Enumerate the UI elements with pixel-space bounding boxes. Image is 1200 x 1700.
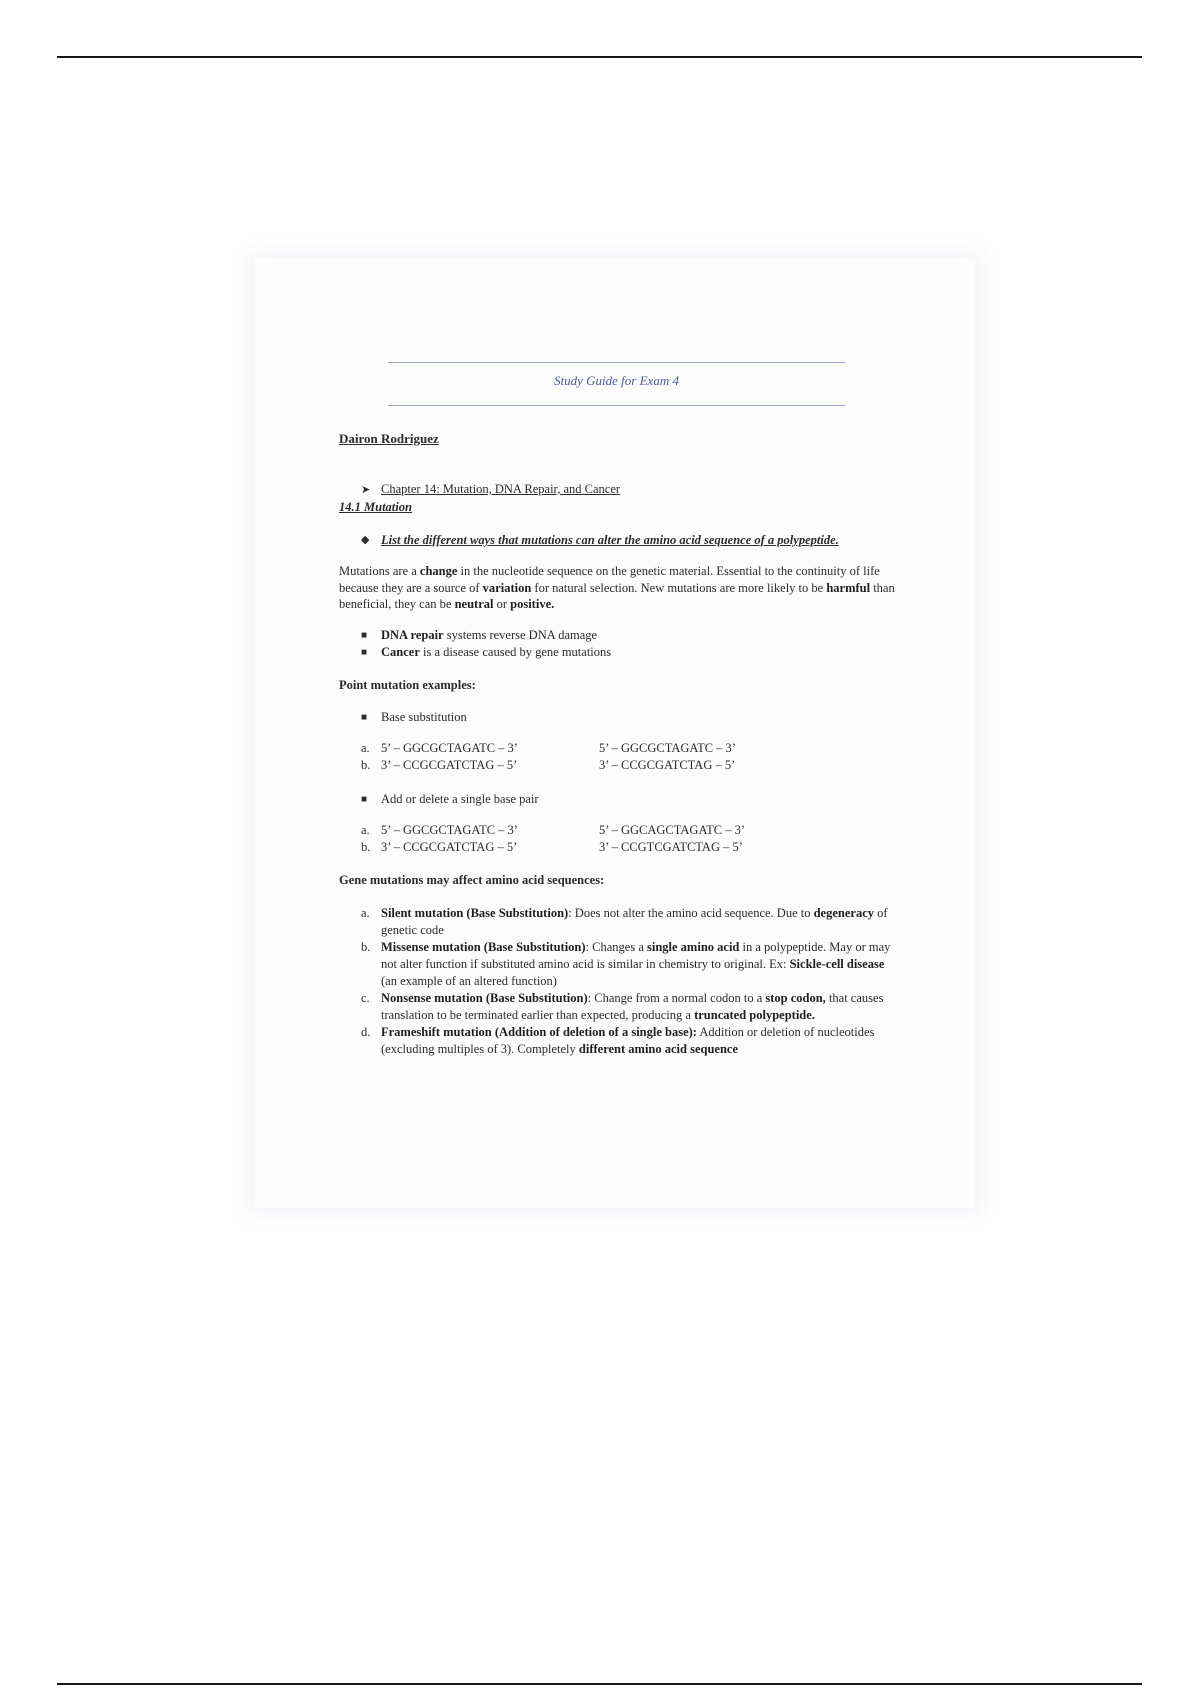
key-points-list	[361, 627, 899, 661]
list-item: b. Missense mutation (Base Substitution): Changes a single amino acid in a polypeptide. May or may not alter function if substituted amino acid is similar in chemistry to original. Ex: Sickle-cell disease (an example of an altered function)	[361, 939, 891, 988]
add-delete-label: ■ Add or delete a single base pair	[361, 791, 539, 806]
list-item: ■ Cancer is a disease caused by gene mutations	[361, 644, 612, 659]
header-rule-top	[388, 362, 845, 363]
list-item: d. Frameshift mutation (Addition of deletion of a single base): Addition or deletion of nucleotides (excluding multiples of 3). Completely different amino acid sequence	[361, 1024, 875, 1056]
learning-objective: ◆ List the different ways that mutations can alter the amino acid sequence of a polypeptide.	[361, 533, 839, 547]
arrow-bullet-icon: ➤	[361, 484, 371, 496]
sequence-row: a. 5’ – GGCGCTAGATC – 3’ 5’ – GGCGCTAGATC – 3’	[361, 740, 736, 755]
gene-mutation-heading: Gene mutations may affect amino acid sequences:	[339, 872, 605, 887]
base-substitution-sequences	[361, 740, 899, 774]
square-bullet-icon: ■	[361, 711, 368, 723]
sequence-row: b. 3’ – CCGCGATCTAG – 5’ 3’ – CCGCGATCTAG – 5’	[361, 757, 736, 772]
bottom-divider	[57, 1683, 1142, 1685]
sequence-row: a. 5’ – GGCGCTAGATC – 3’ 5’ – GGCAGCTAGATC – 3’	[361, 822, 745, 837]
list-item: c. Nonsense mutation (Base Substitution): Change from a normal codon to a stop codon, that causes translation to be terminated earlier than expected, producing a truncated polypeptide.	[361, 990, 884, 1022]
mutation-types-list	[361, 905, 899, 1058]
author-name: Dairon Rodriguez	[339, 431, 439, 446]
document-body	[339, 430, 899, 1058]
document-page	[255, 258, 975, 1208]
square-bullet-icon: ■	[361, 793, 368, 805]
chapter-heading: ➤ Chapter 14: Mutation, DNA Repair, and Cancer	[361, 481, 899, 499]
add-delete-sequences	[361, 822, 899, 856]
list-item: ■ DNA repair systems reverse DNA damage	[361, 627, 598, 642]
square-bullet-icon: ■	[361, 629, 368, 641]
base-substitution-label: ■ Base substitution	[361, 709, 467, 724]
top-divider	[57, 56, 1142, 58]
diamond-bullet-icon: ◆	[361, 534, 370, 546]
header-rule-bottom	[388, 405, 845, 406]
header-title: Study Guide for Exam 4	[554, 373, 679, 388]
intro-paragraph: Mutations are a change in the nucleotide sequence on the genetic material. Essential to the continuity of life because they are a source of variation for natural selection. New mutations are more likely to be harmful than beneficial, they can be neutral or positive.	[339, 564, 895, 611]
square-bullet-icon: ■	[361, 646, 368, 658]
point-mutation-heading: Point mutation examples:	[339, 677, 476, 692]
sequence-row: b. 3’ – CCGCGATCTAG – 5’ 3’ – CCGTCGATCTAG – 5’	[361, 839, 743, 854]
section-heading: 14.1 Mutation	[339, 500, 412, 514]
list-item: a. Silent mutation (Base Substitution): Does not alter the amino acid sequence. Due to degeneracy of genetic code	[361, 905, 888, 937]
